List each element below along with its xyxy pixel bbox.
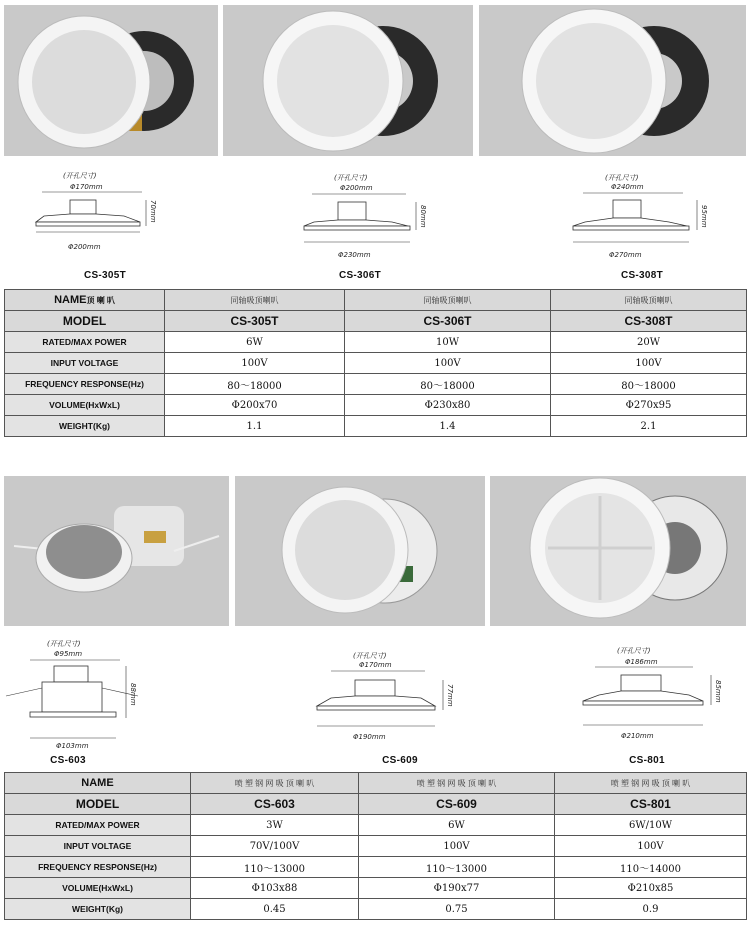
table-cell: 6W <box>359 815 555 836</box>
model-cell: CS-308T <box>551 311 747 332</box>
model-caption: CS-305T <box>83 270 127 281</box>
table-cell: 110～14000 <box>555 857 747 878</box>
cutout-label: (开孔尺寸) <box>47 640 81 648</box>
model-cell: CS-609 <box>359 794 555 815</box>
cutout-label: (开孔尺寸) <box>334 174 368 182</box>
table-cell: 110～13000 <box>191 857 359 878</box>
table-cell: 10W <box>345 332 551 353</box>
cutout-label: (开孔尺寸) <box>353 652 387 660</box>
table-cell: 100V <box>555 836 747 857</box>
height-label: 70mm <box>149 200 157 223</box>
product-photo-cs-305t <box>4 5 218 156</box>
table-cell: 70V/100V <box>191 836 359 857</box>
row-label: VOLUME(HxWxL) <box>5 878 191 899</box>
model-cell: CS-306T <box>345 311 551 332</box>
table-row <box>5 332 747 353</box>
model-row <box>5 311 747 332</box>
product-photo-cs-306t <box>223 5 473 156</box>
speaker-image <box>235 476 485 626</box>
speaker-image <box>223 5 473 156</box>
model-cell: CS-801 <box>555 794 747 815</box>
table-cell: 3W <box>191 815 359 836</box>
table-cell: Φ200x70 <box>165 395 345 416</box>
table-cell: Φ270x95 <box>551 395 747 416</box>
table-cell: 6W/10W <box>555 815 747 836</box>
name-suffix: 顶 喇 叭 <box>86 296 115 305</box>
table-cell: 1.1 <box>165 416 345 437</box>
spec-table-bottom <box>4 772 747 920</box>
table-cell: Φ190x77 <box>359 878 555 899</box>
description-cell: 同轴吸顶喇叭 <box>551 290 747 311</box>
model-label: MODEL <box>5 794 191 815</box>
row-label: WEIGHT(Kg) <box>5 899 191 920</box>
row-label: WEIGHT(Kg) <box>5 416 165 437</box>
table-cell: 1.4 <box>345 416 551 437</box>
table-cell: Φ103x88 <box>191 878 359 899</box>
table-row <box>5 416 747 437</box>
description-cell: 喷 塑 钢 网 吸 顶 喇 叭 <box>191 773 359 794</box>
name-label: NAME <box>81 777 114 789</box>
dimension-diagram-cs-801 <box>575 645 735 745</box>
height-label: 95mm <box>700 205 708 228</box>
name-cell <box>5 773 191 794</box>
model-cell: CS-305T <box>165 311 345 332</box>
table-cell: 100V <box>345 353 551 374</box>
row-label: FREQUENCY RESPONSE(Hz) <box>5 374 165 395</box>
diameter-label: Φ210mm <box>621 732 654 740</box>
table-cell: 100V <box>359 836 555 857</box>
name-row <box>5 773 747 794</box>
name-label: NAME <box>54 294 87 306</box>
description-cell: 同轴吸顶喇叭 <box>345 290 551 311</box>
table-cell: Φ230x80 <box>345 395 551 416</box>
table-cell: 110～13000 <box>359 857 555 878</box>
model-label: MODEL <box>5 311 165 332</box>
cutout-size: Φ186mm <box>625 658 658 666</box>
table-cell: 80～18000 <box>165 374 345 395</box>
model-caption: CS-603 <box>50 755 86 766</box>
table-row <box>5 815 747 836</box>
table-row <box>5 836 747 857</box>
table-cell: Φ210x85 <box>555 878 747 899</box>
height-label: 80mm <box>419 205 427 228</box>
table-row <box>5 878 747 899</box>
table-cell: 20W <box>551 332 747 353</box>
description-cell: 喷 塑 钢 网 吸 顶 喇 叭 <box>555 773 747 794</box>
speaker-image <box>4 5 218 156</box>
table-cell: 6W <box>165 332 345 353</box>
dimension-diagram-cs-306t <box>300 172 440 262</box>
table-row <box>5 395 747 416</box>
table-cell: 0.9 <box>555 899 747 920</box>
model-cell: CS-603 <box>191 794 359 815</box>
diameter-label: Φ270mm <box>609 251 642 259</box>
table-cell: 2.1 <box>551 416 747 437</box>
table-row <box>5 899 747 920</box>
cutout-size: Φ95mm <box>54 650 83 658</box>
speaker-image <box>490 476 746 626</box>
dimension-diagram-cs-603 <box>2 638 152 763</box>
table-cell: 100V <box>165 353 345 374</box>
product-photo-cs-308t <box>479 5 746 156</box>
spec-table-top <box>4 289 747 437</box>
diameter-label: Φ190mm <box>353 733 386 741</box>
height-label: 77mm <box>446 684 454 707</box>
model-row <box>5 794 747 815</box>
row-label: INPUT VOLTAGE <box>5 353 165 374</box>
cutout-label: (开孔尺寸) <box>617 647 651 655</box>
row-label: RATED/MAX POWER <box>5 332 165 353</box>
model-caption: CS-609 <box>382 755 418 766</box>
cutout-label: (开孔尺寸) <box>63 172 97 180</box>
product-photo-cs-609 <box>235 476 485 626</box>
cutout-size: Φ240mm <box>611 183 644 191</box>
table-cell: 0.45 <box>191 899 359 920</box>
dimension-diagram-cs-308t <box>565 172 715 262</box>
row-label: VOLUME(HxWxL) <box>5 395 165 416</box>
speaker-image <box>479 5 746 156</box>
description-cell: 同轴吸顶喇叭 <box>165 290 345 311</box>
height-label: 85mm <box>714 680 722 703</box>
name-row <box>5 290 747 311</box>
product-photo-cs-603 <box>4 476 229 626</box>
model-caption: CS-308T <box>620 270 664 281</box>
model-caption: CS-801 <box>629 755 665 766</box>
table-row <box>5 374 747 395</box>
model-caption: CS-306T <box>338 270 382 281</box>
cutout-size: Φ170mm <box>70 183 103 191</box>
row-label: FREQUENCY RESPONSE(Hz) <box>5 857 191 878</box>
diameter-label: Φ230mm <box>338 251 371 259</box>
speaker-image <box>4 476 229 626</box>
name-cell <box>5 290 165 311</box>
cutout-label: (开孔尺寸) <box>605 174 639 182</box>
table-cell: 0.75 <box>359 899 555 920</box>
dimension-diagram-cs-609 <box>305 650 465 745</box>
dimension-diagram-cs-305t <box>30 170 170 258</box>
table-cell: 80～18000 <box>551 374 747 395</box>
table-cell: 80～18000 <box>345 374 551 395</box>
height-label: 88mm <box>129 683 137 706</box>
cutout-size: Φ200mm <box>340 184 373 192</box>
row-label: RATED/MAX POWER <box>5 815 191 836</box>
table-row <box>5 857 747 878</box>
diameter-label: Φ103mm <box>56 742 89 750</box>
diameter-label: Φ200mm <box>68 243 101 251</box>
product-photo-cs-801 <box>490 476 746 626</box>
cutout-size: Φ170mm <box>359 661 392 669</box>
table-cell: 100V <box>551 353 747 374</box>
description-cell: 喷 塑 钢 网 吸 顶 喇 叭 <box>359 773 555 794</box>
table-row <box>5 353 747 374</box>
row-label: INPUT VOLTAGE <box>5 836 191 857</box>
